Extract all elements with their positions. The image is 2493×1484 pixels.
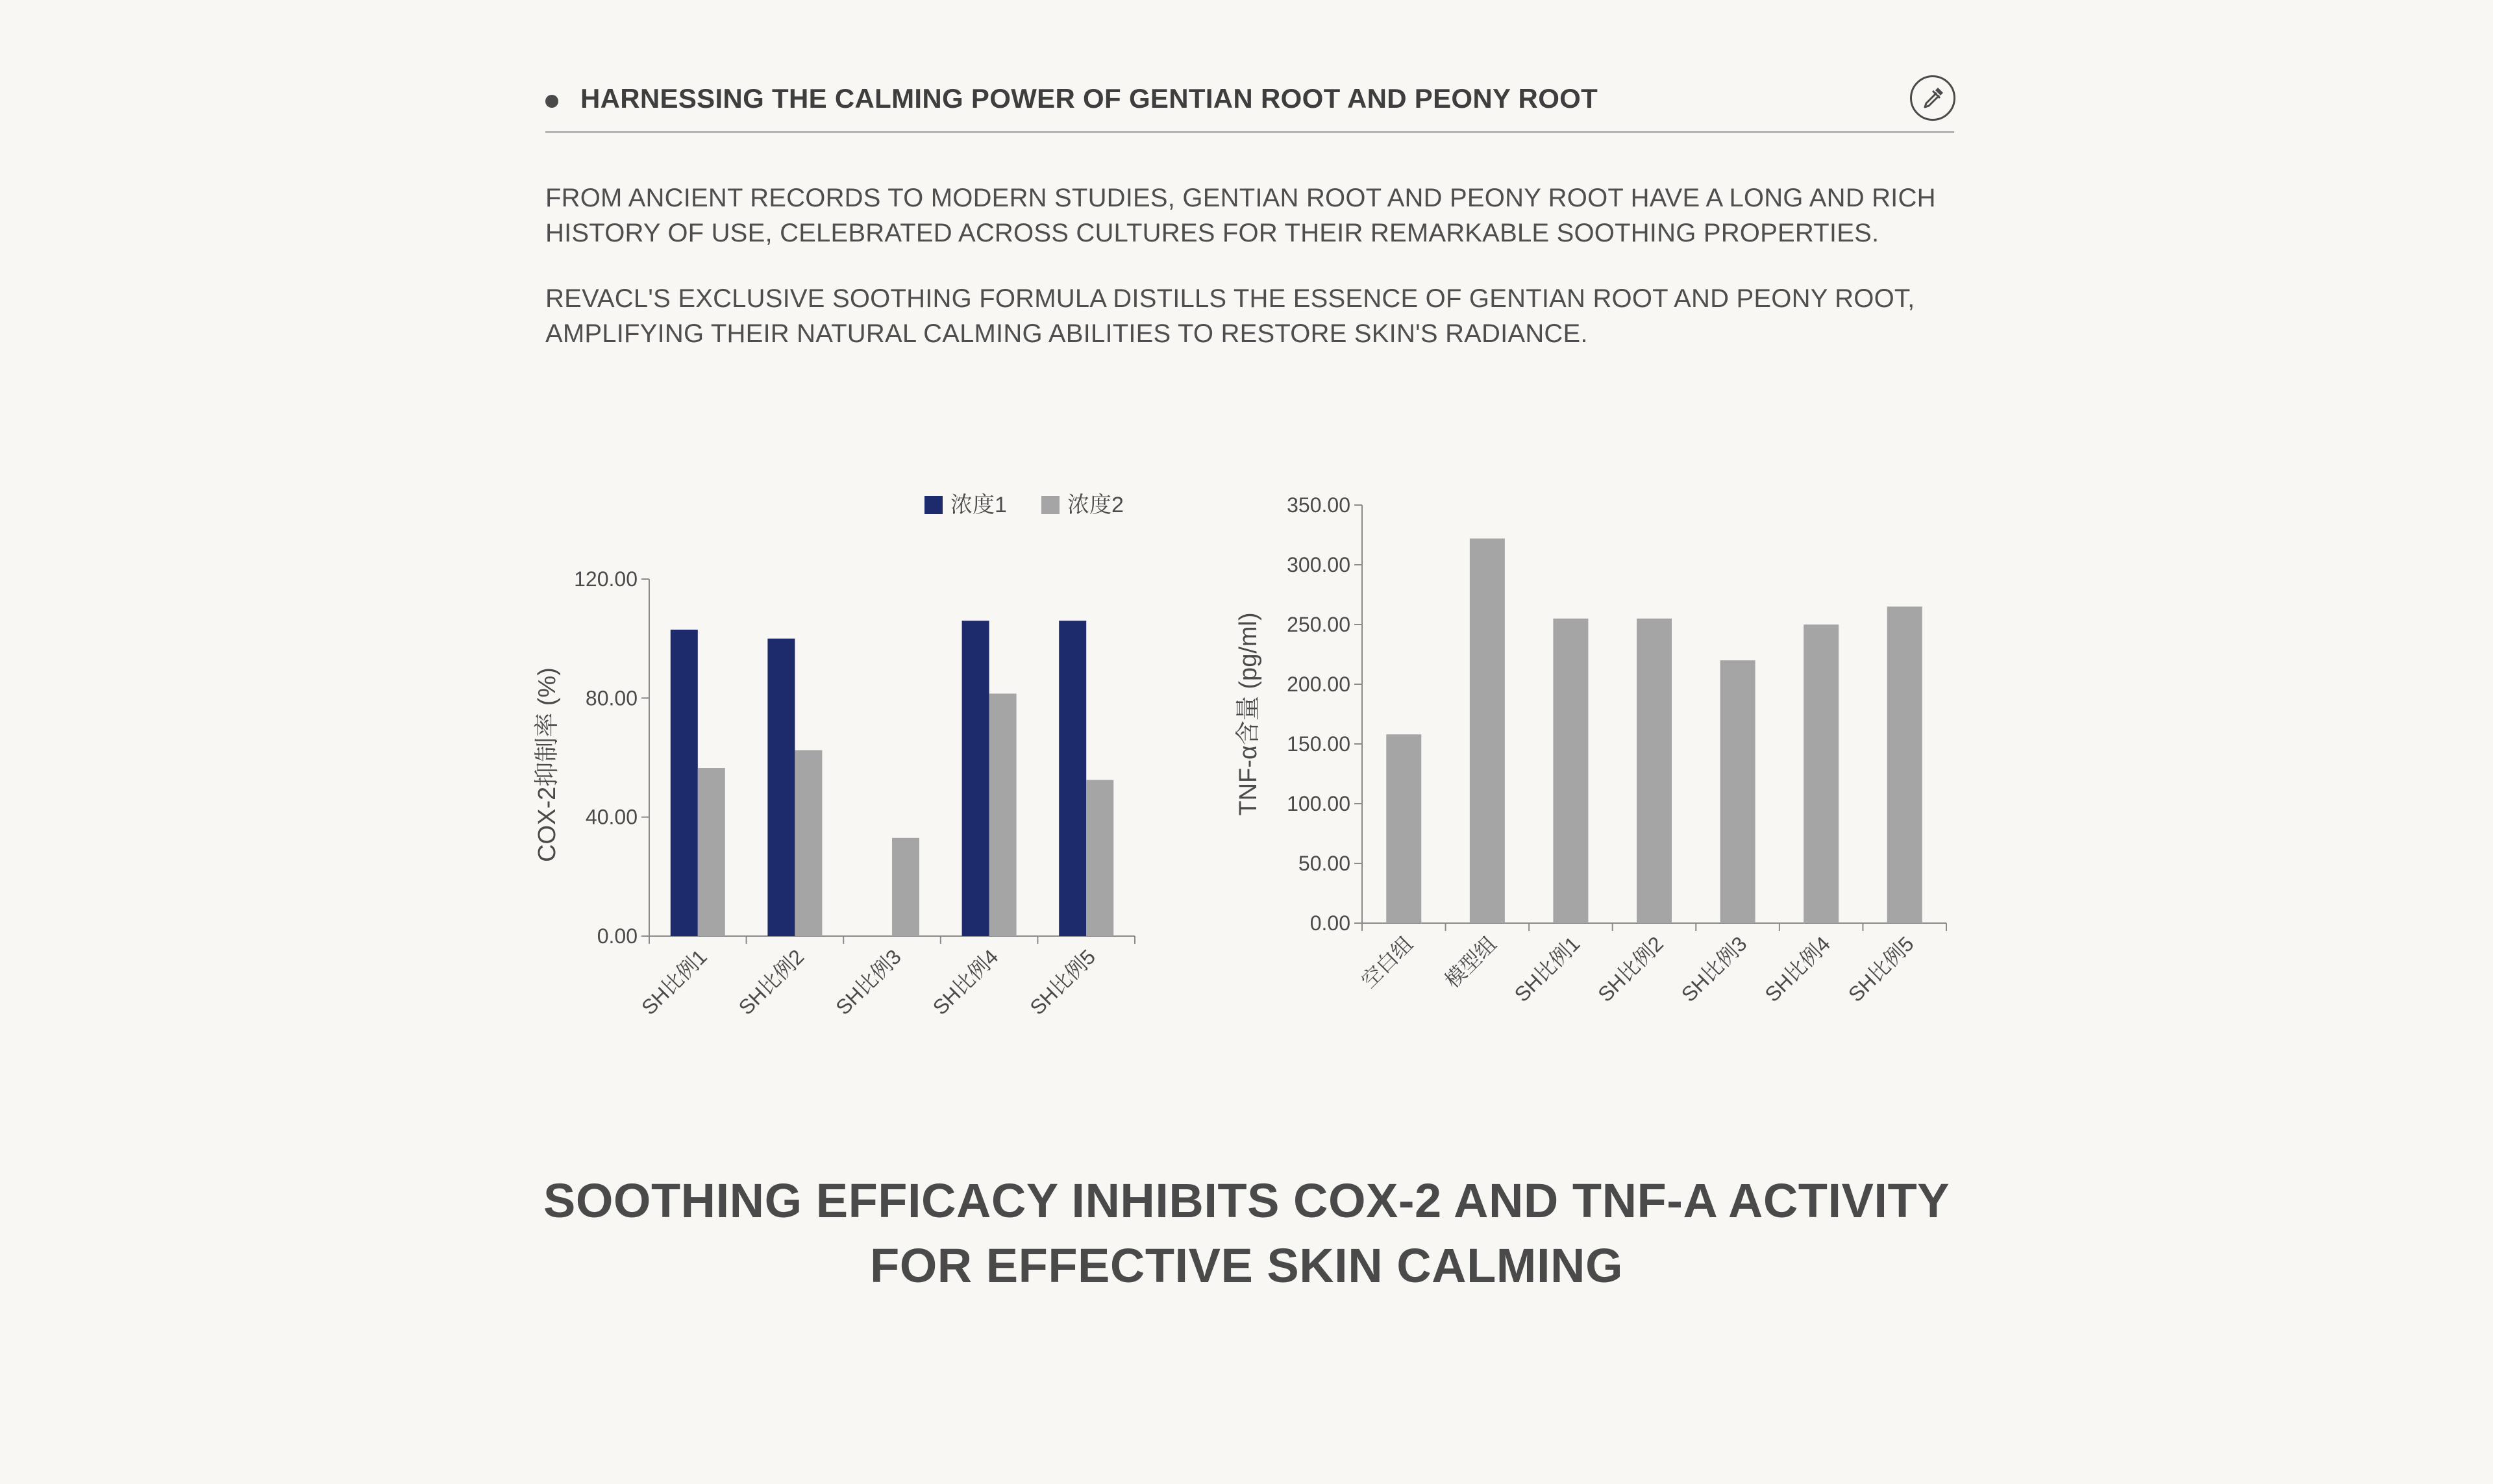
paragraph-line: REVACL'S EXCLUSIVE SOOTHING FORMULA DISTILLS THE ESSENCE OF GENTIAN ROOT AND PEONY ROOT, [545, 284, 1915, 313]
y-tick-label: 0.00 [597, 924, 638, 948]
y-tick-label: 50.00 [1298, 852, 1350, 875]
y-tick-label: 150.00 [1287, 732, 1350, 756]
y-axis-label: TNF-α含量 (pg/ml) [1235, 612, 1262, 816]
x-tick-label: SH比例3 [831, 945, 906, 1020]
y-tick-label: 250.00 [1287, 613, 1350, 636]
bar [1887, 606, 1922, 923]
x-tick-label: 模型组 [1440, 932, 1501, 993]
x-tick-label: SH比例5 [1025, 945, 1100, 1020]
y-tick-label: 350.00 [1287, 493, 1350, 517]
y-tick-label: 100.00 [1287, 792, 1350, 815]
bar [1720, 660, 1755, 923]
y-tick-label: 40.00 [585, 805, 638, 829]
legend-label: 浓度1 [950, 493, 1007, 517]
bar [1553, 619, 1588, 923]
section-title: HARNESSING THE CALMING POWER OF GENTIAN ROOT AND PEONY ROOT [580, 83, 1598, 114]
y-tick-label: 200.00 [1287, 673, 1350, 696]
x-tick-label: SH比例5 [1843, 932, 1918, 1007]
bar [1804, 625, 1839, 923]
x-tick-label: SH比例2 [1593, 932, 1668, 1007]
x-tick-label: SH比例4 [1760, 932, 1835, 1007]
x-tick-label: 空白组 [1356, 932, 1418, 993]
paragraph-line: AMPLIFYING THEIR NATURAL CALMING ABILITIES TO RESTORE SKIN'S RADIANCE. [545, 319, 1588, 348]
paragraph-line: HISTORY OF USE, CELEBRATED ACROSS CULTURES FOR THEIR REMARKABLE SOOTHING PROPERTIES. [545, 219, 1879, 247]
y-axis-label: COX-2抑制率 (%) [534, 667, 561, 862]
bar [1637, 619, 1672, 923]
x-tick-label: SH比例2 [734, 945, 809, 1020]
y-tick-label: 300.00 [1287, 553, 1350, 576]
conclusion-line: SOOTHING EFFICACY INHIBITS COX-2 AND TNF-A ACTIVITY [543, 1174, 1950, 1228]
x-tick-label: SH比例3 [1676, 932, 1752, 1007]
y-tick-label: 0.00 [1309, 911, 1350, 935]
paragraph-line: FROM ANCIENT RECORDS TO MODERN STUDIES, GENTIAN ROOT AND PEONY ROOT HAVE A LONG AND RICH [545, 184, 1936, 212]
y-tick-label: 80.00 [585, 686, 638, 710]
y-tick-label: 120.00 [574, 567, 638, 591]
legend-label: 浓度2 [1067, 493, 1124, 517]
bar [1386, 734, 1421, 923]
conclusion-heading [0, 1169, 2493, 1298]
x-tick-label: SH比例1 [1509, 932, 1585, 1007]
bar [1470, 539, 1505, 923]
x-tick-label: SH比例4 [928, 945, 1003, 1020]
x-tick-label: SH比例1 [637, 945, 712, 1020]
conclusion-line: FOR EFFECTIVE SKIN CALMING [870, 1239, 1623, 1292]
